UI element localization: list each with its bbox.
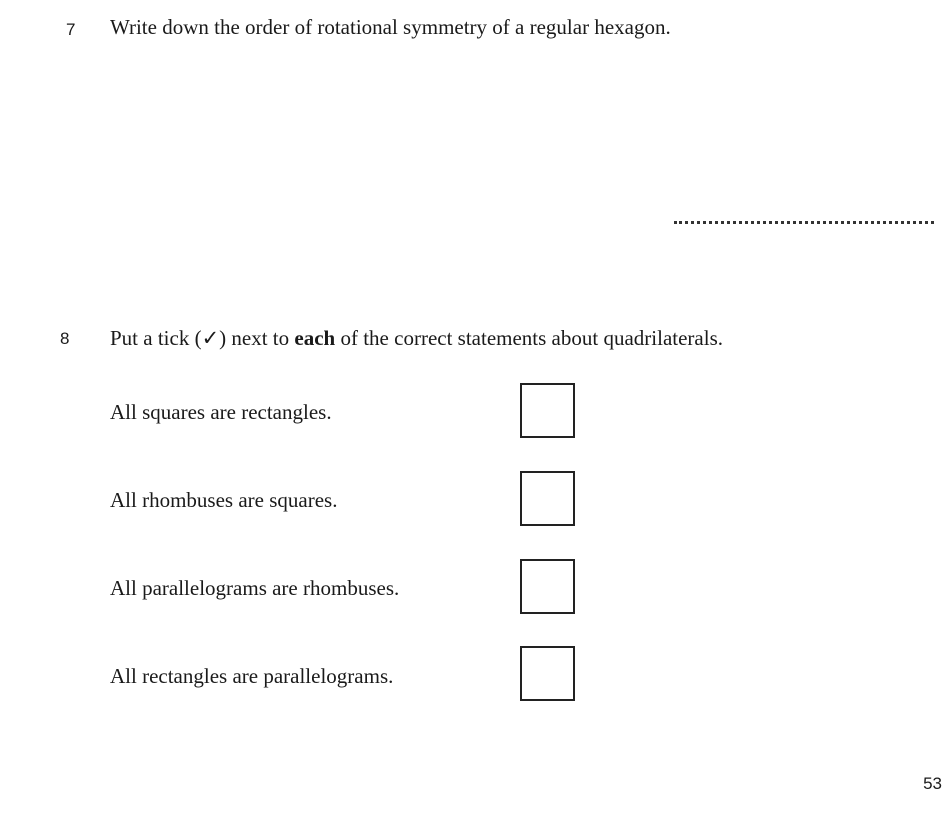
question-8-text-after: of the correct statements about quadrilaterals. bbox=[335, 326, 723, 350]
tick-box-rectangles-parallelograms[interactable] bbox=[520, 646, 575, 701]
question-8-text bbox=[110, 326, 723, 351]
statement-squares-rectangles: All squares are rectangles. bbox=[110, 400, 332, 424]
tick-box-squares-rectangles[interactable] bbox=[520, 383, 575, 438]
question-7-text: Write down the order of rotational symmetry of a regular hexagon. bbox=[110, 15, 671, 39]
statement-rectangles-parallelograms: All rectangles are parallelograms. bbox=[110, 664, 394, 688]
statement-parallelograms-rhombuses: All parallelograms are rhombuses. bbox=[110, 576, 400, 600]
question-8-text-before: Put a tick (✓) next to bbox=[110, 326, 295, 350]
statement-rhombuses-squares: All rhombuses are squares. bbox=[110, 488, 338, 512]
tick-box-parallelograms-rhombuses[interactable] bbox=[520, 559, 575, 614]
question-8-number: 8 bbox=[60, 329, 70, 348]
page-number: 53 bbox=[923, 774, 942, 793]
tick-box-rhombuses-squares[interactable] bbox=[520, 471, 575, 526]
question-7-answer-line[interactable] bbox=[674, 221, 934, 224]
question-8-text-bold: each bbox=[294, 326, 336, 350]
question-7-number: 7 bbox=[66, 20, 76, 39]
